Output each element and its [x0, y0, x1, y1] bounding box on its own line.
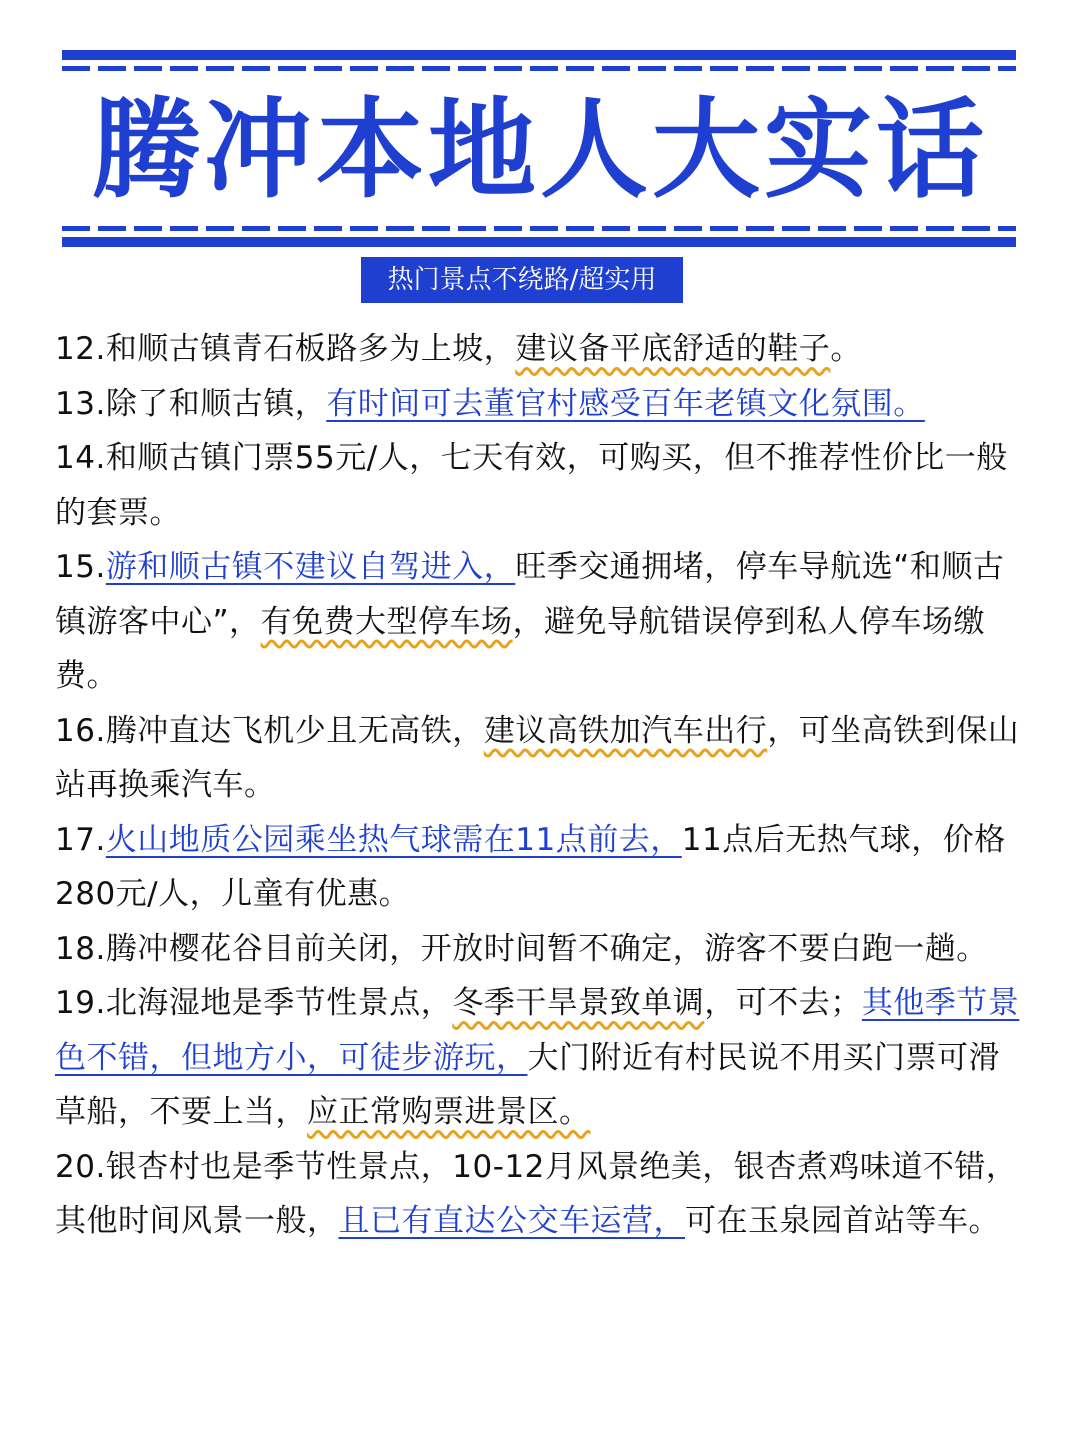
tip-text: 11点后无热气球，价格280元/人，儿童有优惠。 — [55, 821, 1006, 912]
tip-text: 和顺古镇门票55元/人，七天有效，可购买，但不推荐性价比一般的套票。 — [55, 440, 1008, 531]
highlight-blue-text: 游和顺古镇不建议自驾进入， — [105, 549, 516, 585]
tip-number: 17. — [55, 821, 106, 858]
header-bottom-rule — [62, 237, 1016, 247]
tip-text: 除了和顺古镇， — [105, 385, 327, 422]
tip-text: 腾冲直达飞机少且无高铁， — [105, 712, 484, 749]
highlight-wavy-text: 建议高铁加汽车出行 — [483, 712, 768, 749]
highlight-blue-text: 其他季节景色不错，但地方小，可徒步游玩， — [55, 985, 1020, 1076]
tip-text: ，可坐高铁到保山站再换乘汽车。 — [55, 712, 1020, 803]
tip-number: 12. — [55, 331, 106, 367]
tip-text: 北海湿地是季节性景点， — [105, 985, 453, 1021]
tip-text: ，避免导航错误停到私人停车场缴费。 — [55, 603, 986, 694]
tip-number: 20. — [55, 1148, 106, 1185]
tip-item — [55, 377, 1020, 432]
tip-number: 16. — [55, 712, 106, 749]
header-top-dashed-rule — [62, 66, 1016, 71]
tip-item — [55, 540, 1020, 704]
highlight-blue-text: 火山地质公园乘坐热气球需在11点前去， — [105, 821, 682, 858]
tip-number: 15. — [55, 549, 106, 585]
tip-item — [55, 431, 1020, 540]
header-top-rule — [62, 50, 1016, 60]
tip-item — [55, 813, 1020, 922]
header-bottom-dashed-rule — [62, 226, 1016, 231]
highlight-blue-text: 且已有直达公交车运营， — [338, 1203, 685, 1239]
tips-list — [55, 322, 1020, 1249]
tip-item — [55, 322, 1020, 377]
highlight-wavy-text: 建议备平底舒适的鞋子 — [515, 331, 831, 367]
tip-number: 18. — [55, 930, 106, 967]
tip-item — [55, 704, 1020, 813]
tip-number: 14. — [55, 440, 106, 476]
tip-number: 19. — [55, 985, 106, 1021]
tip-item — [55, 976, 1020, 1140]
tip-text: 大门附近有村民说不用买门票可滑草船，不要上当， — [55, 1039, 1000, 1130]
tip-item — [55, 1140, 1020, 1249]
tip-number: 13. — [55, 385, 106, 422]
highlight-wavy-text: 应正常购票进景区。 — [307, 1094, 591, 1130]
tip-text: 银杏村也是季节性景点，10-12月风景绝美，银杏煮鸡味道不错，其他时间风景一般， — [55, 1148, 1018, 1239]
page-title: 腾冲本地人大实话 — [91, 88, 988, 213]
highlight-wavy-text: 有免费大型停车场 — [260, 603, 513, 640]
tip-text: 旺季交通拥堵，停车导航选“和顺古镇游客中心”， — [55, 549, 1005, 640]
tip-text: 腾冲樱花谷目前关闭，开放时间暂不确定，游客不要白跑一趟。 — [105, 930, 988, 967]
tip-text: ，可不去； — [704, 985, 862, 1021]
highlight-wavy-text: 冬季干旱景致单调 — [452, 985, 705, 1021]
tip-text: 和顺古镇青石板路多为上坡， — [105, 331, 516, 367]
highlight-blue-text: 有时间可去董官村感受百年老镇文化氛围。 — [326, 385, 925, 422]
tip-text: 。 — [830, 331, 862, 367]
tip-item — [55, 922, 1020, 977]
subtitle-banner: 热门景点不绕路/超实用 — [361, 257, 683, 303]
tip-text: 可在玉泉园首站等车。 — [685, 1203, 1000, 1239]
